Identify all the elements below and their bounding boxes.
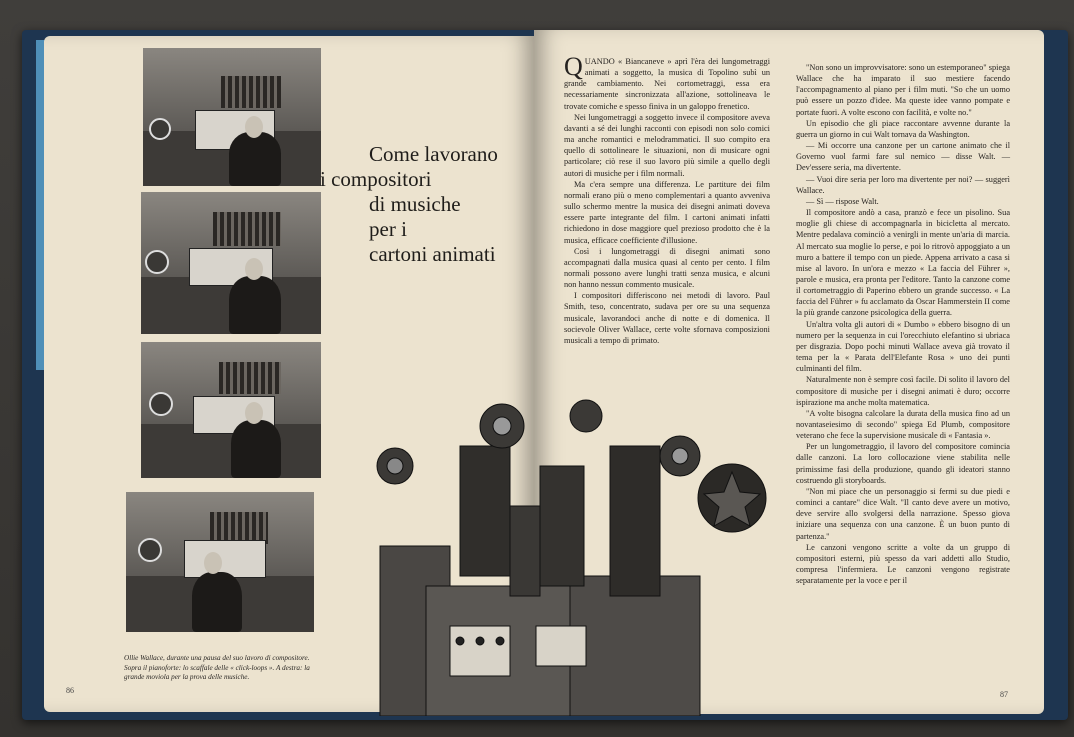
title-line-4: per i	[369, 217, 407, 241]
paragraph-15: Per un lungometraggio, il lavoro del compositore comincia dalle canzoni. La loro collocazione viene stabilita nelle primissime fasi della produzione, quando gli ideatori stanno costruendo gli storyboards.	[796, 442, 1010, 485]
paragraph-9: — Vuoi dire seria per loro ma divertente per noi? — suggerì Wallace.	[796, 174, 1010, 195]
paragraph-10: — Sì — rispose Walt.	[806, 196, 879, 206]
title-line-3: di musiche	[369, 192, 461, 216]
moviola-machine-illustration	[340, 386, 780, 716]
page-number-right: 87	[1000, 690, 1008, 699]
paragraph-4: Così i lungometraggi di disegni animati sono accompagnati dalla musica quasi al cento per cento. I film normali possono avere lunghi tratti senza musica, e alcuni non hanno nessun commento musicale.	[564, 246, 770, 290]
paragraph-12: Un'altra volta gli autori di « Dumbo » ebbero bisogno di un numero per la sequenza in cui l'orecchiuto elefantino si ubriaca per disgrazia. Dopo pochi minuti Wallace aveva già trovato il tema per la « Parata dell'Elefante Rosa » uno dei punti culminanti del film.	[796, 319, 1010, 374]
paragraph-11: Il compositore andò a casa, pranzò e fece un pisolino. Sua moglie gli chiese di accompagnarla in bicicletta al mercato. Mentre pedalava cominciò a venirgli in mente un'aria di marcia. Al mercato sua moglie lo perse, e poi lo ritrovò appoggiato a un muro a battere il tempo con un piede. Appena arrivato a casa si mise al lavoro. In un'ora e mezzo « La faccia del Führer », parole e musica, era pronta per l'editore. Tanto la canzone come il cortometraggio di Paperino ebbero un grande successo. « La faccia del Führer » fu acclamato da Oscar Hammerstein II come la più grande canzone psicologica della guerra.	[796, 208, 1010, 318]
paragraph-14: "A volte bisogna calcolare la durata della musica fino ad un novantaseiesimo di secondo" spiega Ed Plumb, compositore veterano che fece la supervisione musicale di « Fantasia ».	[796, 408, 1010, 441]
photo-caption: Ollie Wallace, durante una pausa del suo lavoro di compositore. Sopra il pianoforte: lo scaffale delle « click-loops ». A destra: la grande moviola per la prova delle musiche.	[124, 654, 310, 681]
photo-composer-4	[126, 492, 314, 632]
photo-composer-2	[141, 192, 321, 334]
drop-cap: Q	[564, 52, 583, 81]
text-column-2	[796, 62, 1010, 586]
paragraph-2: Nei lungometraggi a soggetto invece il compositore aveva davanti a sé dei lunghi racconti con episodi non solo comici ma anche romantici e melodrammatici. Il suo compito era quello di sottolineare le situazioni, non di musicare ogni particolare; ciò rese il suo lavoro più simile a quello degli autori di musiche per i film normali.	[564, 112, 770, 178]
page-number-left: 86	[66, 686, 74, 695]
article-title	[320, 142, 530, 267]
paragraph-17: Le canzoni vengono scritte a volte da un gruppo di compositori esterni, più spesso da vari addetti allo Studio, compresa l'infermiera. Le canzoni vengono registrate separatamente per la voce e per il	[796, 542, 1010, 586]
paragraph-16: "Non mi piace che un personaggio si fermi su due piedi e cominci a cantare" dice Walt. "Il canto deve avere un motivo, deve servire allo svolgersi della narrazione. Spesso giova iniziare una sequenza con una canzone. È un buon punto di partenza."	[796, 486, 1010, 541]
paragraph-5: I compositori differiscono nei metodi di lavoro. Paul Smith, teso, concentrato, sudava per ore su una sequenza musicale, lavorandoci anche di notte e di domenica. Il socievole Oliver Wallace, certe volte sfornava composizioni musicali a tempo di primato.	[564, 291, 770, 345]
paragraph-8: — Mi occorre una canzone per un cartone animato che il Governo vuol farmi fare sul nemico — disse Walt. — Dev'essere seria, ma divertente.	[796, 141, 1010, 173]
paragraph-3: Ma c'era sempre una differenza. Le partiture dei film normali erano più o meno complementari a quanto avveniva sullo schermo mentre la musica dei disegni animati doveva essere parte integrante del film. I cartoni animati infatti richiedono in dose maggiore quel prezioso prodotto che è la musica, efficace coefficiente d'illusione.	[564, 179, 770, 245]
photo-composer-3	[141, 342, 321, 478]
paragraph-6: "Non sono un improvvisatore: sono un estemporaneo" spiega Wallace che ha imparato il suo mestiere facendo l'accompagnamento al piano per i film muti. "So che un uomo può essere un pozzo d'idee. Ma queste idee vanno pompate e portate fuori. A volte escono con facilità, e volte no."	[796, 63, 1010, 117]
paragraph-7: Un episodio che gli piace raccontare avvenne durante la guerra un giorno in cui Walt tornava da Washington.	[796, 118, 1010, 139]
paragraph-13: Naturalmente non è sempre così facile. Di solito il lavoro del compositore di musiche per i disegni animati è duro; occorre ispirazione ma anche molta matematica.	[796, 375, 1010, 407]
photo-composer-1	[143, 48, 321, 186]
paragraph-1: QUANDO « Biancaneve » aprì l'èra dei lungometraggi animati a soggetto, la musica di Topolino subì un grande cambiamento. Nei cortometraggi, essa era necessariamente sincronizzata all'azione, sottolineava le trovate comiche e spesso finiva in un galoppo frenetico.	[564, 52, 770, 111]
text-column-1	[564, 52, 770, 346]
title-line-2: i compositori	[320, 167, 432, 191]
title-line-1: Come lavorano	[369, 142, 498, 166]
title-line-5: cartoni animati	[369, 242, 496, 266]
